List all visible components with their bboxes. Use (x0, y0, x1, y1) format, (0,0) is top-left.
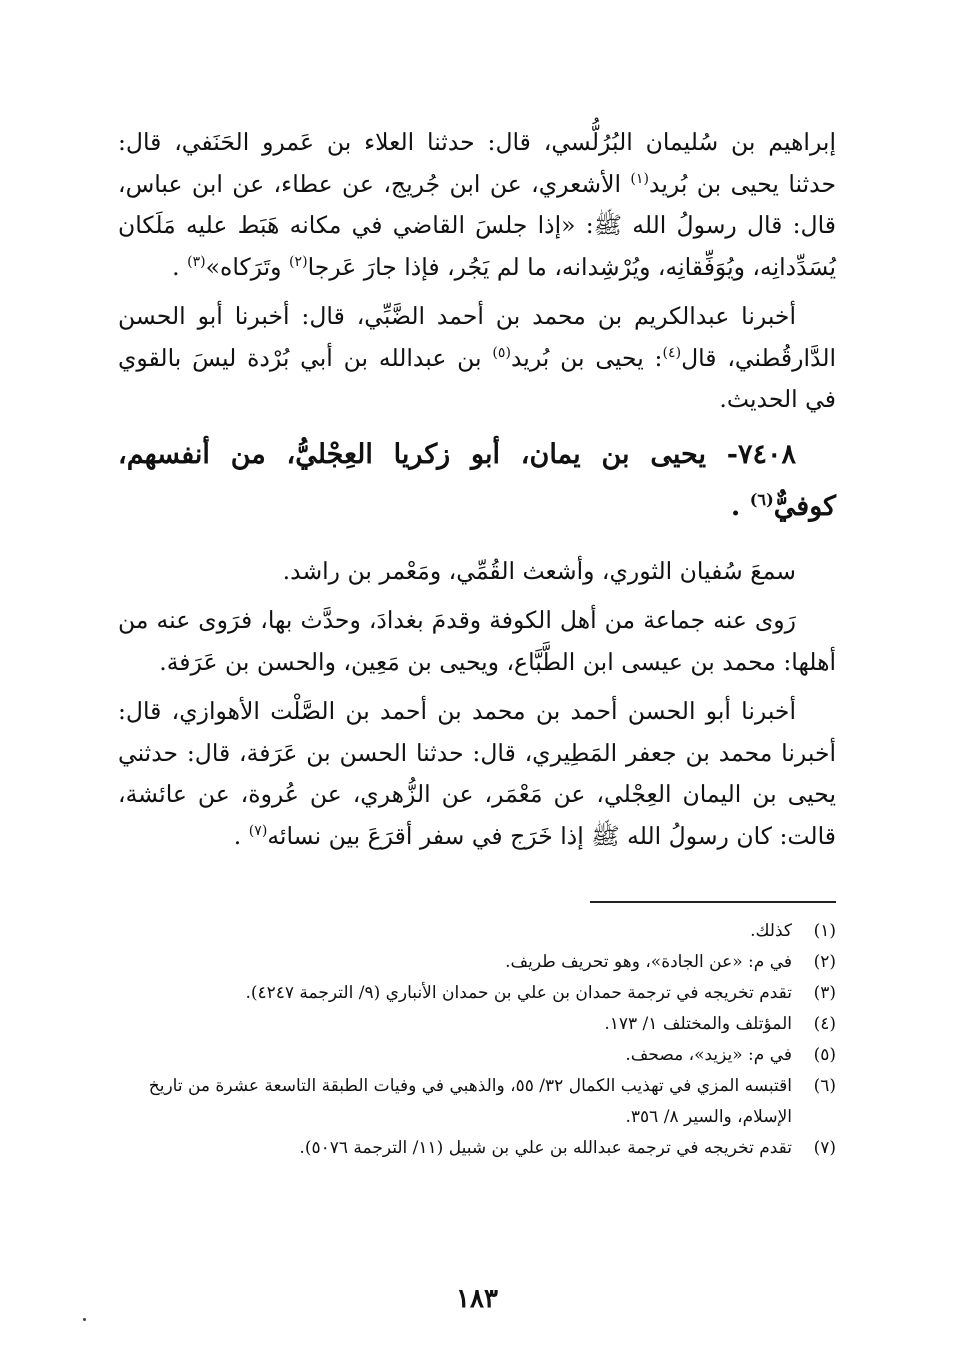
scan-speck (83, 1318, 86, 1321)
footnote-text: في م: «يزيد»، مصحف. (625, 1045, 792, 1065)
footnote-ref: (٣) (187, 253, 206, 270)
paragraph-text: : يحيى بن بُريد (510, 343, 663, 372)
footnote-text: في م: «عن الجادة»، وهو تحريف طريف. (505, 952, 792, 972)
entry-heading (118, 429, 836, 533)
footnote-ref: (٧) (248, 822, 268, 839)
footnote-ref: (٦) (749, 489, 774, 509)
footnote-text: تقدم تخريجه في ترجمة حمدان بن علي بن حمدان الأنباري (٩/ الترجمة ٤٢٤٧). (245, 983, 792, 1003)
entry-heading-end: . (730, 490, 750, 522)
paragraph-text: . (233, 821, 249, 850)
footnote-ref: (٤) (662, 344, 682, 361)
footnote-number: (٤) (813, 1014, 836, 1034)
footnote-item (118, 1040, 836, 1071)
footnote-item (118, 1133, 836, 1164)
footnote-ref: (١) (630, 170, 649, 187)
footnote-text: اقتبسه المزي في تهذيب الكمال ٣٢/ ٥٥، والذهبي في وفيات الطبقة التاسعة عشرة من تاريخ الإسلام، والسير ٨/ ٣٥٦. (148, 1076, 792, 1127)
footnote-text: المؤتلف والمختلف ١/ ١٧٣. (604, 1014, 792, 1034)
footnote-ref: (٥) (492, 344, 511, 361)
footnote-item (118, 1071, 836, 1133)
paragraph-text: . (172, 252, 188, 281)
paragraph-hadith (118, 691, 836, 857)
paragraph-isnad-1 (118, 122, 836, 288)
paragraph-isnad-2 (118, 296, 836, 421)
footnote-item (118, 947, 836, 978)
footnote-number: (٥) (813, 1045, 836, 1065)
footnote-item (118, 916, 836, 947)
footnote-number: (٧) (813, 1138, 836, 1158)
footnote-divider (590, 901, 836, 903)
footnote-text: كذلك. (750, 921, 792, 941)
paragraph-text: إبراهيم بن سُليمان البُرُلُّسي، قال: حدثنا العلاء بن عَمرو الحَنَفي، قال: حدثنا يحيى بن بُريد (118, 128, 836, 198)
footnote-number: (٦) (813, 1076, 836, 1096)
footnote-number: (١) (813, 921, 836, 941)
paragraph-text: أخبرنا عبدالكريم بن محمد بن أحمد الضَّبِّي، قال: أخبرنا أبو الحسن الدَّارقُطني، قال (118, 302, 837, 372)
paragraph-text: الأشعري، عن ابن جُريج، عن عطاء، عن ابن عباس، قال: قال رسولُ الله ﷺ: «إذا جلسَ القاضي في مكانه هَبَط عليه مَلَكان يُسَدِّدانِه، ويُوَفِّقانِه، ويُرْشِدانه، ما لم يَجُر، فإذا جارَ عَرجا (118, 169, 836, 281)
footnote-number: (٣) (813, 983, 836, 1003)
footnote-item (118, 1009, 836, 1040)
footnote-ref: (٢) (289, 253, 308, 270)
paragraph-text: وتَرَكاه» (205, 252, 290, 281)
paragraph-students: رَوى عنه جماعة من أهل الكوفة وقدمَ بغدادَ، وحدَّث بها، فرَوى عنه من أهلها: محمد بن عيسى ابن الطَّبَّاع، ويحيى بن مَعِين، والحسن بن عَرَفة. (118, 606, 836, 676)
page-number: ١٨٣ (456, 1284, 498, 1314)
footnote-text: تقدم تخريجه في ترجمة عبدالله بن علي بن شبيل (١١/ الترجمة ٥٠٧٦). (299, 1138, 792, 1158)
paragraph-text: أخبرنا أبو الحسن أحمد بن محمد بن أحمد بن الصَّلْت الأهوازي، قال: أخبرنا محمد بن جعفر المَطِيري، قال: حدثنا الحسن بن عَرَفة، قال: حدثني يحيى بن اليمان العِجْلي، عن مَعْمَر، عن الزُّهري، عن عُروة، عن عائشة، قالت: كان رسولُ الله ﷺ إذا خَرَج في سفر أقرَعَ بين نسائه (118, 697, 836, 850)
main-text (118, 122, 836, 865)
paragraph-teachers: سمعَ سُفيان الثوري، وأشعث القُمِّي، ومَعْمر بن راشد. (282, 556, 796, 585)
paragraph-text: بن عبدالله بن أبي بُرْدة ليسَ بالقوي في الحديث. (118, 343, 836, 413)
footnotes-list (118, 916, 836, 1164)
footnote-item (118, 978, 836, 1009)
footnote-number: (٢) (813, 952, 836, 972)
entry-heading-text: ٧٤٠٨- يحيى بن يمان، أبو زكريا العِجْليُّ، من أنفسهم، كوفيٌّ (118, 438, 836, 522)
